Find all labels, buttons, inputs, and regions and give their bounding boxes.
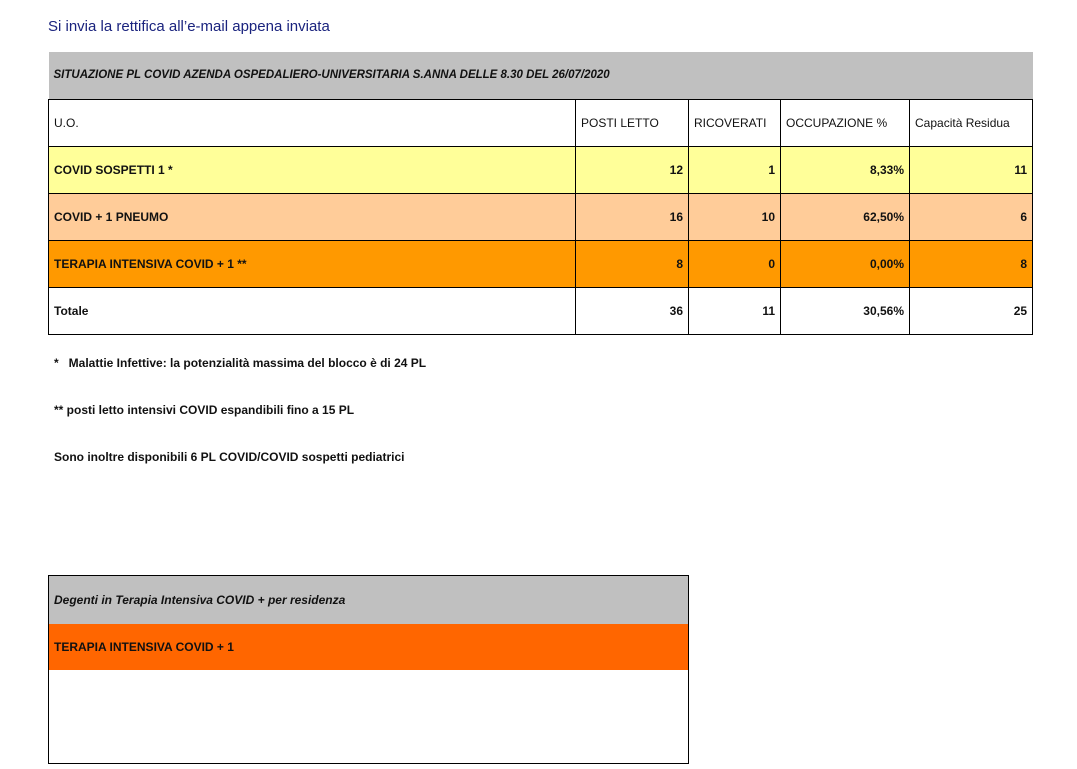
total-posti: 36 (576, 287, 689, 334)
footnote-posti-intensivi: ** posti letto intensivi COVID espandibili fino a 15 PL (54, 403, 355, 417)
residence-table-title: Degenti in Terapia Intensiva COVID + per residenza (49, 576, 689, 624)
row-occupazione: 62,50% (781, 193, 910, 240)
table-row (49, 146, 1033, 193)
row-ricoverati: 0 (689, 240, 781, 287)
row-uo: TERAPIA INTENSIVA COVID + 1 ** (49, 240, 576, 287)
residence-table (48, 575, 689, 764)
header-posti-letto: POSTI LETTO (576, 99, 689, 146)
table-row (49, 240, 1033, 287)
table-title: SITUAZIONE PL COVID AZENDA OSPEDALIERO-UNIVERSITARIA S.ANNA DELLE 8.30 DEL 26/07/2020 (49, 52, 1033, 99)
intro-text: Si invia la rettifica all’e-mail appena inviata (48, 18, 330, 35)
covid-beds-table (48, 52, 1033, 335)
footnote-malattie-infettive: * Malattie Infettive: la potenzialità massima del blocco è di 24 PL (54, 356, 427, 370)
row-occupazione: 0,00% (781, 240, 910, 287)
table-row (49, 193, 1033, 240)
table-header-row (49, 99, 1033, 146)
header-uo: U.O. (49, 99, 576, 146)
row-capacita: 11 (910, 146, 1033, 193)
header-occupazione: OCCUPAZIONE % (781, 99, 910, 146)
row-ricoverati: 1 (689, 146, 781, 193)
row-posti: 8 (576, 240, 689, 287)
row-occupazione: 8,33% (781, 146, 910, 193)
row-uo: COVID SOSPETTI 1 * (49, 146, 576, 193)
total-capacita: 25 (910, 287, 1033, 334)
table-title-row (49, 52, 1033, 99)
row-ricoverati: 10 (689, 193, 781, 240)
residence-empty-area (49, 670, 689, 764)
residence-row-label: TERAPIA INTENSIVA COVID + 1 (49, 624, 689, 670)
total-label: Totale (49, 287, 576, 334)
row-posti: 12 (576, 146, 689, 193)
row-posti: 16 (576, 193, 689, 240)
row-capacita: 6 (910, 193, 1033, 240)
footnote-pediatrici: Sono inoltre disponibili 6 PL COVID/COVID sospetti pediatrici (54, 450, 405, 464)
total-occupazione: 30,56% (781, 287, 910, 334)
row-uo: COVID + 1 PNEUMO (49, 193, 576, 240)
row-capacita: 8 (910, 240, 1033, 287)
total-row (49, 287, 1033, 334)
header-ricoverati: RICOVERATI (689, 99, 781, 146)
total-ricoverati: 11 (689, 287, 781, 334)
header-capacita-residua: Capacità Residua (910, 99, 1033, 146)
